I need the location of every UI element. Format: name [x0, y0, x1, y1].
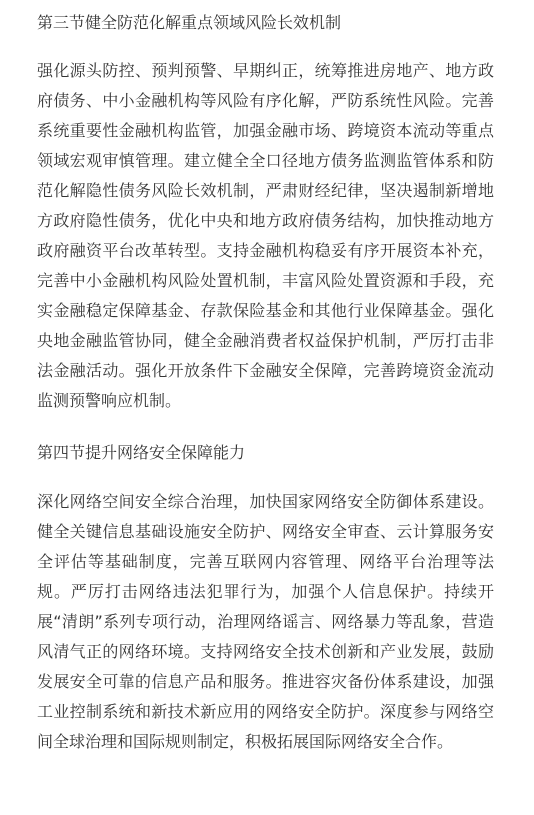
section-paragraph: 深化网络空间安全综合治理，加快国家网络安全防御体系建设。健全关键信息基础设施安全防护、网络安全审查、云计算服务安全评估等基础制度，完善互联网内容管理、网络平台治理等法规。严厉打击网络违法犯罪行为，加强个人信息保护。持续开展“清朗”系列专项行动，治理网络谣言、网络暴力等乱象，营造风清气正的网络环境。支持网络安全技术创新和产业发展，鼓励发展安全可靠的信息产品和服务。推进容灾备份体系建设，加强工业控制系统和新技术新应用的网络安全防护。深度参与网络空间全球治理和国际规则制定，积极拓展国际网络安全合作。: [37, 492, 494, 751]
section-paragraph: 强化源头防控、预判预警、早期纠正，统筹推进房地产、地方政府债务、中小金融机构等风险有序化解，严防系统性风险。完善系统重要性金融机构监管，加强金融市场、跨境资本流动等重点领域宏观审慎管理。建立健全全口径地方债务监测监管体系和防范化解隐性债务风险长效机制，严肃财经纪律，坚决遏制新增地方政府隐性债务，优化中央和地方政府债务结构，加快推动地方政府融资平台改革转型。支持金融机构稳妥有序开展资本补充，完善中小金融机构风险处置机制，丰富风险处置资源和手段，充实金融稳定保障基金、存款保险基金和其他行业保障基金。强化央地金融监管协同，健全金融消费者权益保护机制，严厉打击非法金融活动。强化开放条件下金融安全保障，完善跨境资金流动监测预警响应机制。: [37, 61, 494, 410]
section-heading: 第三节健全防范化解重点领域风险长效机制: [37, 13, 342, 32]
section-cybersecurity: [37, 440, 494, 757]
section-heading: 第四节提升网络安全保障能力: [37, 443, 246, 462]
section-risk-prevention: [37, 10, 494, 416]
